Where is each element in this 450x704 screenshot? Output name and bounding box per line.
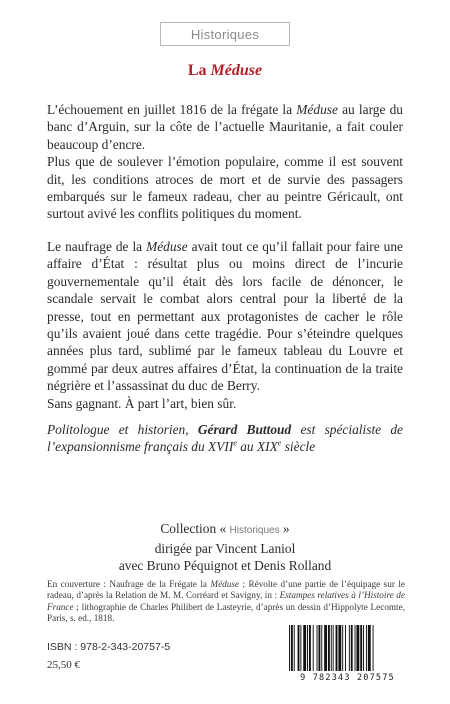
p1a-text-1: L’échouement en juillet 1816 de la frégate la bbox=[47, 102, 297, 117]
author-text-3: au XIX bbox=[236, 439, 278, 455]
barcode-bar bbox=[333, 625, 334, 671]
author-text-1: Politologue et historien, bbox=[47, 422, 198, 437]
collection-line-3: avec Bruno Péquignot et Denis Rolland bbox=[118, 558, 332, 573]
barcode-bar bbox=[351, 625, 353, 671]
title-prefix: La bbox=[187, 62, 211, 79]
barcode-bar bbox=[338, 625, 341, 671]
paragraph-3: Sans gagnant. À part l’art, bien sûr. bbox=[47, 395, 237, 411]
p1a-italic: Méduse bbox=[296, 102, 338, 117]
credits-text-2: ; Révolte d’une partie de l’équipage sur le radeau, d’après la Relation de M. M. Corréard et Savigny, in : bbox=[47, 579, 405, 601]
barcode-bar bbox=[318, 625, 320, 671]
paragraph-2 bbox=[47, 238, 403, 395]
credits-italic-1: Méduse bbox=[210, 579, 239, 589]
cover-credits bbox=[47, 579, 405, 624]
barcode-bar bbox=[291, 625, 293, 671]
collection-suffix: » bbox=[279, 521, 290, 536]
barcode-bar bbox=[324, 625, 327, 671]
p2-italic: Méduse bbox=[146, 239, 188, 254]
collection-name: Historiques bbox=[229, 525, 280, 536]
credits-italic-2: Estampes relatives à l’Histoire de France bbox=[47, 590, 405, 612]
barcode-bar bbox=[345, 625, 346, 671]
barcode-bar bbox=[349, 625, 350, 671]
barcode-bar bbox=[294, 625, 295, 671]
barcode-bar bbox=[328, 625, 330, 671]
title-italic: Méduse bbox=[210, 62, 263, 79]
series-label: Historiques bbox=[190, 26, 260, 42]
barcode-bar bbox=[366, 625, 367, 671]
series-logo bbox=[160, 22, 290, 46]
price: 25,50 € bbox=[47, 659, 80, 671]
collection-line-1 bbox=[0, 520, 450, 540]
barcode-bar bbox=[309, 625, 311, 671]
barcode-bar bbox=[342, 625, 343, 671]
barcode-bar bbox=[313, 625, 314, 671]
barcode-bar bbox=[373, 625, 374, 671]
barcode-bar bbox=[363, 625, 364, 671]
collection-prefix: Collection « bbox=[160, 521, 230, 536]
book-title bbox=[0, 62, 450, 80]
barcode-bar bbox=[300, 625, 301, 671]
summary-block-2 bbox=[47, 238, 403, 412]
barcode-bars bbox=[285, 625, 410, 673]
summary-block-1 bbox=[47, 101, 403, 223]
barcode-bar bbox=[336, 625, 338, 671]
p1a-text-2: au large du banc d’Arguin, sur la côte de l’actuelle Mauritanie, a fait couler beaucoup d’encre. bbox=[47, 102, 404, 152]
author-note bbox=[47, 421, 403, 456]
barcode-bar bbox=[307, 625, 308, 671]
collection-info bbox=[0, 520, 450, 575]
barcode-bar bbox=[331, 625, 332, 671]
collection-line-2: dirigée par Vincent Laniol bbox=[154, 540, 296, 556]
paragraph-1b: Plus que de soulever l’émotion populaire, comme il est souvent dit, les conditions atroces de mort et de survie des passagers embarqués sur le fameux radeau, cher au peintre Géricault, ont surtout avivé les conflits politiques du moment. bbox=[47, 154, 403, 222]
barcode-bar bbox=[317, 625, 318, 671]
author-text-4: siècle bbox=[281, 439, 316, 455]
author-sup-2: e bbox=[277, 438, 282, 448]
paragraph-1a bbox=[47, 101, 403, 153]
barcode-bar bbox=[368, 625, 371, 671]
isbn: ISBN : 978-2-343-20757-5 bbox=[47, 641, 171, 653]
barcode-bar bbox=[355, 625, 356, 671]
barcode-digits: 9 782343 207575 bbox=[300, 673, 395, 683]
author-text-2: est spécialiste de l’expansionnisme français du XVII bbox=[47, 422, 403, 455]
author-sup-1: e bbox=[233, 438, 237, 448]
barcode bbox=[285, 625, 410, 685]
p2-text-1: Le naufrage de la bbox=[47, 239, 147, 254]
barcode-bar bbox=[360, 625, 362, 671]
credits-text-3: ; lithographie de Charles Philibert de Lasteyrie, d’après un dessin d’Hippolyte Lecomte, Paris, s. ed., 1818. bbox=[47, 601, 405, 623]
p2-text-2: avait tout ce qu’il fallait pour faire une affaire d’État : résultat plus ou moins direct de l’incurie gouvernementale qu’il était dès lors facile de dénoncer, le scandale servait le combat alors central pour la liberté de la presse, tout en permettant aux protagonistes de cacher le rôle qu’ils avaient joué dans cette tragédie. Pour s’éteindre quelques années plus tard, sublimé par le fameux tableau du Louvre et gommé par deux autres affaires d’État, la continuation de la traite négrière et l’assassinat du duc de Berry. bbox=[47, 239, 403, 394]
barcode-bar bbox=[303, 625, 306, 671]
barcode-bar bbox=[298, 625, 300, 671]
author-name: Gérard Buttoud bbox=[197, 422, 292, 437]
barcode-bar bbox=[289, 625, 290, 671]
barcode-bar bbox=[321, 625, 322, 671]
barcode-bar bbox=[356, 625, 359, 671]
credits-text-1: En couverture : Naufrage de la Frégate la bbox=[47, 579, 211, 589]
